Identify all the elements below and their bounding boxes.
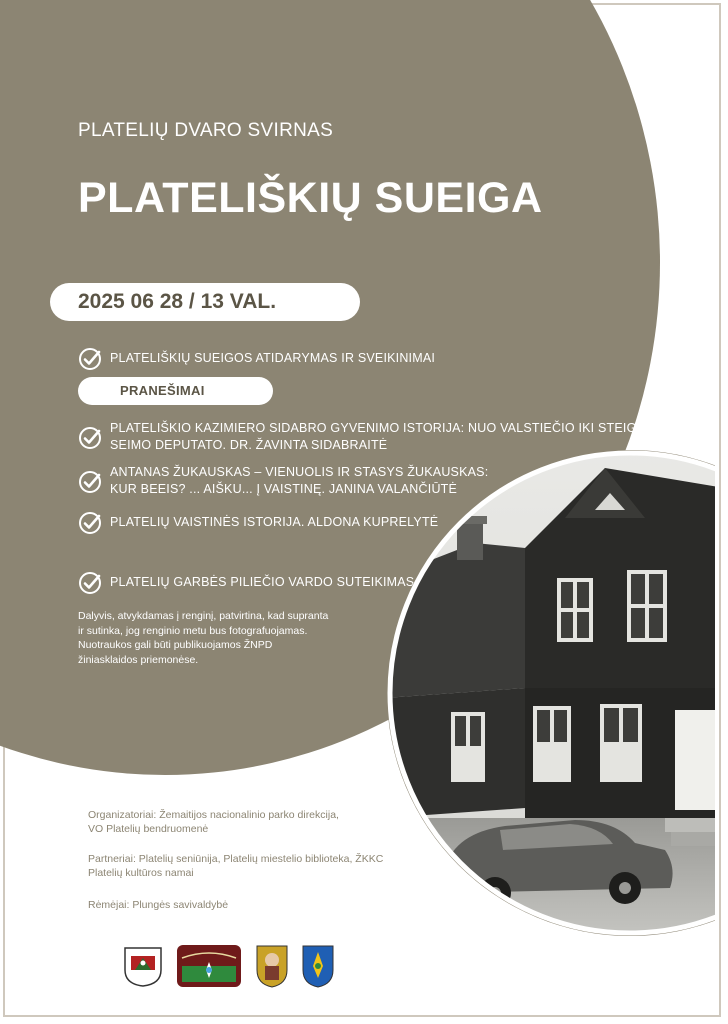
talk-line: ANTANAS ŽUKAUSKAS – VIENUOLIS IR STASYS ŽUKAUSKAS: bbox=[110, 465, 489, 479]
historic-house-photo bbox=[385, 448, 715, 938]
agenda-item-closing bbox=[78, 573, 414, 595]
event-title: PLATELIŠKIŲ SUEIGA bbox=[78, 174, 543, 222]
check-circle-icon bbox=[78, 571, 102, 595]
agenda-item-opening bbox=[78, 349, 435, 371]
partners-credit bbox=[88, 852, 383, 880]
zemaitijos-nacionalinis-parkas-logo bbox=[121, 944, 165, 988]
talk-line: KUR BEEIS? ... AIŠKU... Į VAISTINĘ. JANINA VALANČIŪTĖ bbox=[110, 482, 458, 496]
date-badge: 2025 06 28 / 13 VAL. bbox=[50, 283, 360, 321]
agenda-item-label: PLATELIŲ GARBĖS PILIEČIO VARDO SUTEIKIMAS bbox=[110, 575, 415, 589]
check-circle-icon bbox=[78, 470, 102, 494]
disclaimer-line: žiniasklaidos priemonėse. bbox=[78, 653, 199, 666]
section-label-pill: PRANEŠIMAI bbox=[78, 377, 273, 405]
plateliu-bendruomene-logo bbox=[176, 944, 242, 988]
talk-line: SEIMO DEPUTATO. DR. ŽAVINTA SIDABRAITĖ bbox=[110, 438, 388, 452]
disclaimer-line: Dalyvis, atvykdamas į renginį, patvirtina, kad supranta bbox=[78, 610, 329, 622]
credit-line: Platelių kultūros namai bbox=[88, 867, 194, 879]
venue-subtitle: PLATELIŲ DVARO SVIRNAS bbox=[78, 120, 334, 141]
organizers-credit bbox=[88, 808, 339, 836]
credit-line: Organizatoriai: Žemaitijos nacionalinio parko direkcija, bbox=[88, 809, 339, 821]
agenda-item-label: PLATELIŲ VAISTINĖS ISTORIJA. ALDONA KUPRELYTĖ bbox=[110, 515, 439, 529]
credit-line: Partneriai: Platelių seniūnija, Platelių miestelio biblioteka, ŽKKC bbox=[88, 853, 384, 865]
talk-line: PLATELIŠKIO KAZIMIERO SIDABRO GYVENIMO ISTORIJA: NUO VALSTIEČIO IKI STEIGIAMOJO bbox=[110, 421, 686, 435]
check-circle-icon bbox=[78, 511, 102, 535]
sponsors-credit: Rėmėjai: Plungės savivaldybė bbox=[88, 899, 229, 911]
check-circle-icon bbox=[78, 347, 102, 371]
agenda-item-label: PLATELIŠKIŲ SUEIGOS ATIDARYMAS IR SVEIKINIMAI bbox=[110, 351, 436, 365]
credit-line: VO Platelių bendruomenė bbox=[88, 823, 209, 835]
disclaimer-line: Nuotraukos gali būti publikuojamos ŽNPD bbox=[78, 639, 273, 651]
check-circle-icon bbox=[78, 426, 102, 450]
photo-consent-note bbox=[78, 609, 378, 667]
plunges-herb-logo bbox=[301, 944, 335, 988]
plateliu-herb-logo bbox=[255, 944, 289, 988]
disclaimer-line: ir sutinka, jog renginio metu bus fotografuojamas. bbox=[78, 624, 308, 637]
